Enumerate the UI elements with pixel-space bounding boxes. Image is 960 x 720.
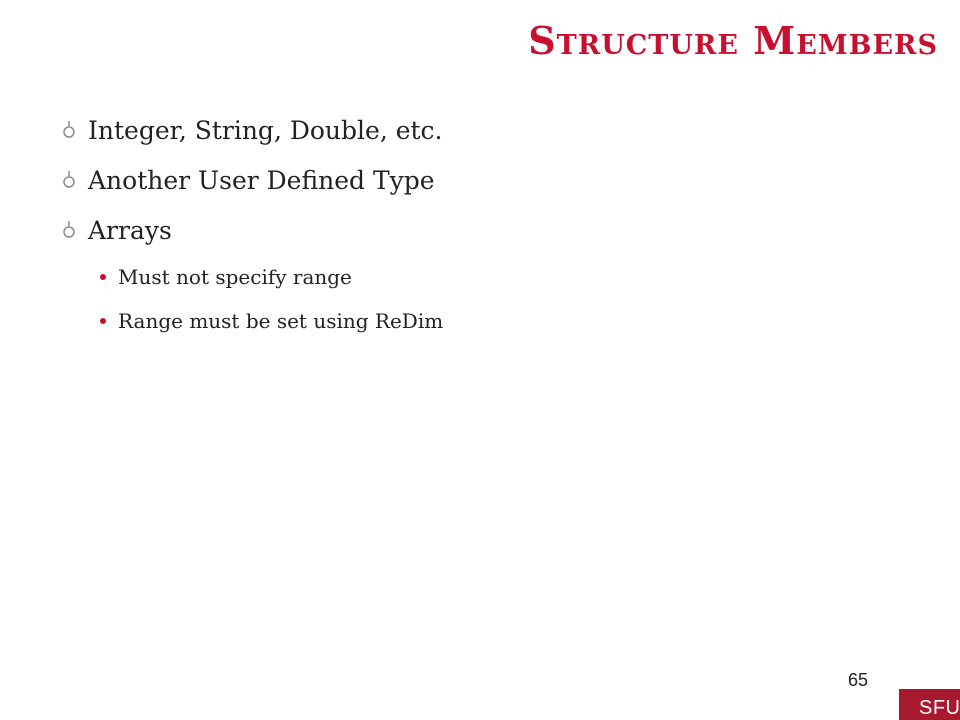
bullet-item (62, 205, 902, 255)
dot-bullet-icon (100, 318, 106, 324)
bullet-list (62, 105, 902, 343)
bullet-text: Another User Defined Type (88, 165, 435, 195)
ring-bullet-icon (62, 221, 88, 239)
sub-bullet-list (62, 255, 902, 343)
bullet-text: Integer, String, Double, etc. (88, 115, 443, 145)
sub-bullet-text: Must not specify range (118, 265, 352, 289)
dot-bullet-icon (100, 274, 106, 280)
bullet-text: Arrays (88, 215, 172, 245)
bullet-item (62, 105, 902, 155)
logo-text: SFU (919, 697, 960, 719)
sub-bullet-item (98, 255, 902, 299)
sub-bullet-item (98, 299, 902, 343)
bullet-item (62, 155, 902, 205)
slide-title: Structure Members (528, 18, 938, 63)
sfu-logo (899, 689, 960, 720)
slide-number: 65 (848, 670, 869, 690)
sub-bullet-group (62, 255, 902, 343)
sub-bullet-text: Range must be set using ReDim (118, 309, 444, 333)
ring-bullet-icon (62, 171, 88, 189)
ring-bullet-icon (62, 121, 88, 139)
